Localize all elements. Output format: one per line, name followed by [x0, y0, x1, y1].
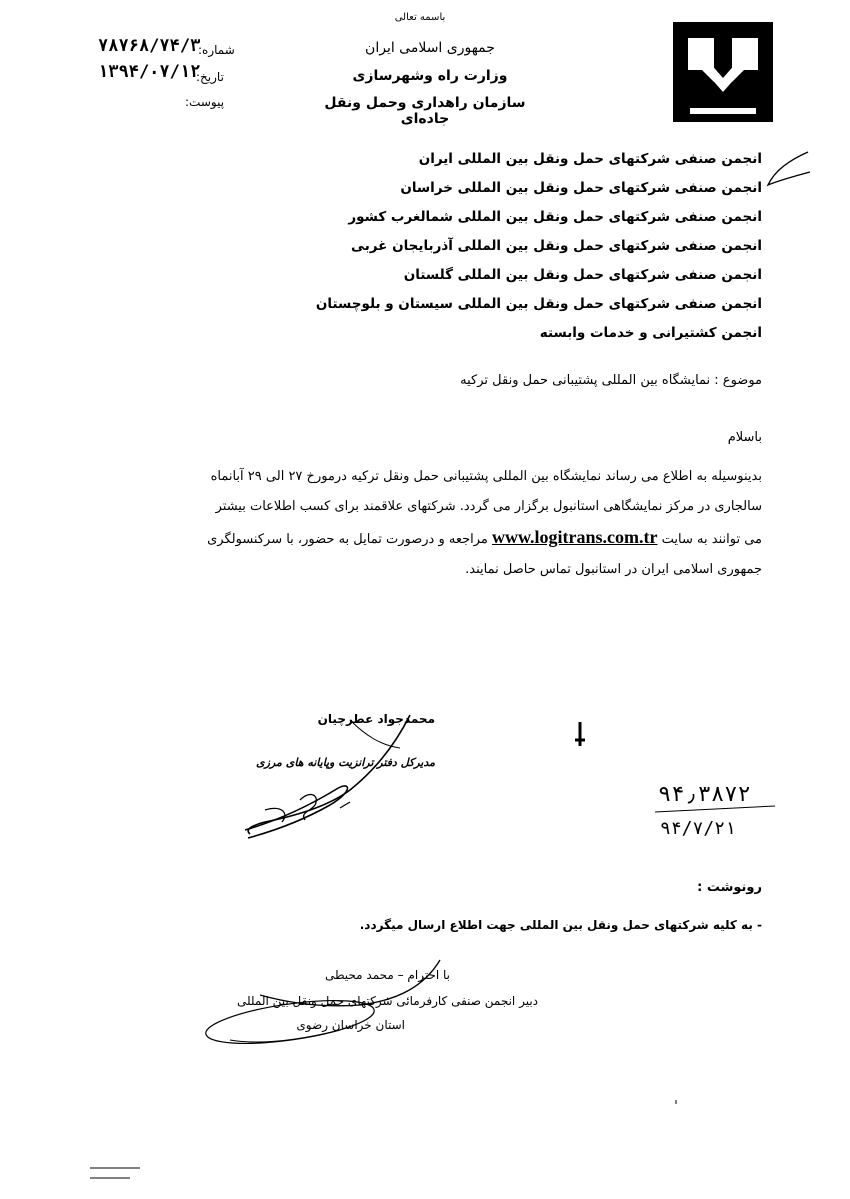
- body-line-1: بدینوسیله به اطلاع می رساند نمایشگاه بین المللی پشتیبانی حمل ونقل ترکیه درمورخ ۲۷ الی ۲۹ آبانماه: [210, 469, 762, 484]
- signatory-title: مدیرکل دفتر ترانزیت وپایانه های مرزی: [256, 756, 435, 769]
- website-link[interactable]: www.logitrans.com.tr: [492, 527, 658, 547]
- body-line-4: جمهوری اسلامی ایران در استانبول تماس حاصل نمایند.: [465, 562, 762, 577]
- recipient-item: انجمن صنفی شرکتهای حمل ونقل بین المللی آذربایجان غربی: [351, 238, 762, 254]
- republic-title: جمهوری اسلامی ایران: [365, 40, 495, 56]
- subject-line: موضوع : نمایشگاه بین المللی پشتیبانی حمل ونقل ترکیه: [460, 373, 762, 388]
- attachment-label: پیوست:: [185, 95, 225, 109]
- recipients-list: [302, 145, 762, 348]
- body-line-3: [82, 522, 762, 555]
- signatory-name: محمدجواد عطرچیان: [317, 712, 435, 726]
- greeting: باسلام: [727, 430, 762, 445]
- signature-scribble-icon: [245, 715, 410, 838]
- number-value: ۷۸۷۶۸/۷۴/۳: [98, 36, 201, 56]
- letter-body: [82, 462, 762, 585]
- body-line-3-after: مراجعه و درصورت تمایل به حضور، با سرکنسولگری: [207, 532, 488, 547]
- date-value: ۱۳۹۴/۰۷/۱۲: [98, 62, 201, 82]
- ministry-title: وزارت راه وشهرسازی: [352, 68, 508, 84]
- handwritten-registration-date: ۹۴/۷/۲۱: [660, 818, 736, 839]
- cc-line: - به کلیه شرکتهای حمل ونقل بین المللی جهت اطلاع ارسال میگردد.: [359, 918, 762, 932]
- cc-heading: رونوشت :: [697, 880, 762, 895]
- body-line-3-before: می توانند به سایت: [661, 532, 762, 547]
- pen-tick-mark: [768, 152, 810, 185]
- recipient-item: انجمن صنفی شرکتهای حمل ونقل بین المللی شمالغرب کشور: [348, 209, 762, 225]
- handwritten-registration-number: ۹۴٫۳۸۷۲: [658, 782, 751, 807]
- recipient-item: انجمن صنفی شرکتهای حمل ونقل بین المللی گلستان: [403, 267, 762, 283]
- cc-secretary: دبیر انجمن صنفی کارفرمائی شرکتهای حمل ونقل بین المللی: [236, 994, 538, 1008]
- organization-title: سازمان راهداری وحمل ونقل جاده‌ای: [324, 95, 526, 127]
- recipient-item: انجمن صنفی شرکتهای حمل ونقل بین المللی خراسان: [400, 180, 762, 196]
- scan-artifact-line: [90, 1168, 140, 1178]
- basmala: باسمه تعالی: [394, 12, 446, 23]
- cc-salutation: با احترام – محمد محیطی: [324, 968, 450, 982]
- organization-logo-icon: [673, 22, 773, 122]
- recipient-item: انجمن صنفی شرکتهای حمل ونقل بین المللی ایران: [418, 151, 762, 167]
- recipient-item: انجمن کشتیرانی و خدمات وابسته: [539, 325, 762, 341]
- body-line-2: سالجاری در مرکز نمایشگاهی استانبول برگزار می گردد. شرکتهای علاقمند برای کسب اطلاعات بیشتر: [215, 499, 762, 514]
- number-label: شماره:: [198, 43, 235, 57]
- handwritten-mark: [575, 722, 585, 746]
- recipient-item: انجمن صنفی شرکتهای حمل ونقل بین المللی سیستان و بلوچستان: [315, 296, 762, 312]
- date-label: تاریخ:: [196, 70, 224, 84]
- cc-province: استان خراسان رضوی: [296, 1018, 405, 1032]
